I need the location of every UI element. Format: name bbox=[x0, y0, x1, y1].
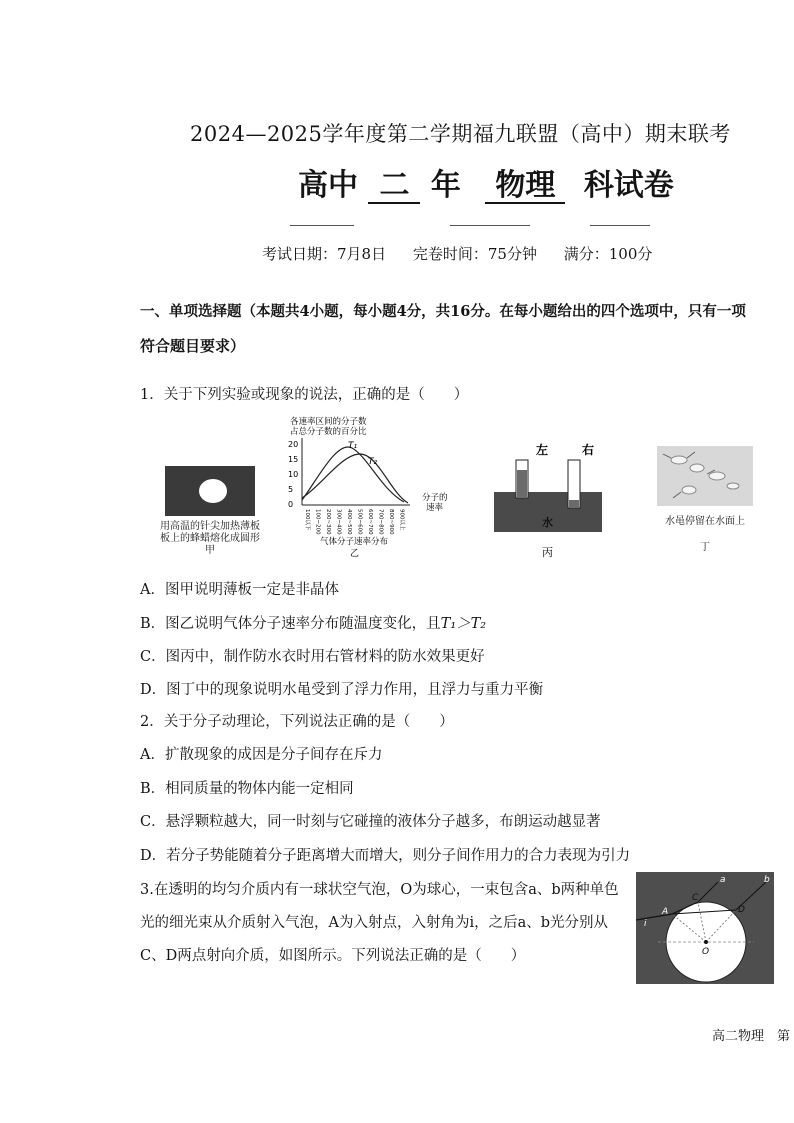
melted-wax-circle bbox=[199, 479, 227, 503]
yi-x-tick-label: 700~800 bbox=[377, 509, 384, 535]
label-angle-i: i bbox=[644, 919, 647, 929]
grade-field: 二 bbox=[368, 170, 420, 204]
yi-y-tick-label: 20 bbox=[288, 440, 299, 449]
label-point-o: O bbox=[702, 947, 710, 957]
q1-option-c: C．图丙中，制作防水衣时用右管材料的防水效果更好 bbox=[140, 649, 485, 665]
label-b: b bbox=[764, 875, 770, 885]
exam-date: 考试日期：7月8日 bbox=[262, 245, 387, 263]
q3-line1: 3.在透明的均匀介质内有一球状空气泡，O为球心，一束包含a、b两种单色 bbox=[140, 882, 619, 898]
center-point bbox=[704, 940, 708, 944]
figure-ding bbox=[655, 446, 755, 554]
jia-caption-line2: 板上的蜂蜡熔化成圆形 bbox=[160, 533, 260, 544]
yi-x-tick-label: 900以上 bbox=[398, 509, 405, 531]
yi-x-ticks bbox=[304, 509, 407, 535]
strider-3 bbox=[709, 472, 725, 480]
q1-option-b-text: B．图乙说明气体分子速率分布随温度变化，且 bbox=[140, 616, 441, 632]
yi-x-tick-label: 800~900 bbox=[388, 509, 394, 535]
exam-full-score: 满分：100分 bbox=[563, 245, 653, 263]
figure-yi bbox=[282, 410, 462, 560]
curve-t2 bbox=[302, 454, 408, 503]
left-tube-water bbox=[517, 470, 527, 498]
q1-option-b-math: T₁＞T₂ bbox=[440, 616, 487, 632]
yi-y-ticks bbox=[288, 440, 298, 509]
yi-xlabel-line1: 分子的 bbox=[422, 493, 448, 503]
yi-label: 乙 bbox=[350, 549, 360, 559]
q1-option-d: D．图丁中的现象说明水黾受到了浮力作用，且浮力与重力平衡 bbox=[140, 682, 544, 698]
page-footer: 高二物理 第 bbox=[711, 1029, 790, 1044]
yi-ylabel-line1: 各速率区间的分子数 bbox=[290, 417, 367, 427]
water-surface bbox=[657, 446, 753, 506]
yi-x-tick-label: 100以下 bbox=[304, 509, 310, 531]
divider-middle bbox=[450, 225, 530, 226]
wax-plate-image bbox=[165, 466, 255, 516]
subtitle-prefix: 高中 bbox=[298, 168, 358, 203]
yi-y-tick-label: 15 bbox=[288, 455, 299, 464]
q1-option-a: A．图甲说明薄板一定是非晶体 bbox=[140, 582, 339, 598]
yi-x-tick-label: 200~300 bbox=[325, 509, 331, 535]
yi-xlabel-line2: 速率 bbox=[426, 503, 444, 513]
q1-stem: 1．关于下列实验或现象的说法，正确的是（ ） bbox=[140, 387, 469, 403]
exam-meta bbox=[262, 243, 674, 264]
figure-jia bbox=[158, 466, 262, 557]
subtitle-nian: 年 bbox=[430, 168, 461, 203]
yi-caption: 气体分子速率分布 bbox=[320, 537, 389, 547]
figure-bing bbox=[490, 440, 610, 562]
exam-title: 2024—2025学年度第二学期福九联盟（高中）期末联考 bbox=[190, 122, 731, 146]
section-heading bbox=[140, 295, 788, 363]
yi-x-tick-label: 500~600 bbox=[356, 509, 363, 535]
figure-bubble bbox=[636, 872, 774, 984]
bing-left-label: 左 bbox=[536, 443, 549, 457]
section-heading-line2: 符合题目要求） bbox=[140, 337, 246, 355]
label-point-c: C bbox=[692, 893, 699, 903]
curve-t1-label: T₁ bbox=[348, 441, 358, 451]
q1-option-b bbox=[140, 612, 486, 633]
label-point-a: A bbox=[662, 907, 669, 917]
divider-left bbox=[290, 225, 354, 226]
ding-label: 丁 bbox=[700, 542, 710, 553]
q3-line3: C、D两点射向介质，如图所示。下列说法正确的是（ ） bbox=[140, 948, 526, 964]
divider-right bbox=[590, 225, 650, 226]
yi-x-tick-label: 300~400 bbox=[335, 509, 342, 535]
label-point-d: D bbox=[738, 905, 745, 915]
subject-field: 物理 bbox=[485, 170, 565, 204]
strider-1 bbox=[671, 456, 687, 464]
bing-right-label: 右 bbox=[582, 443, 595, 457]
yi-x-tick-label: 400~500 bbox=[346, 509, 352, 535]
section-heading-line1: 一、单项选择题（本题共4小题，每小题4分，共16分。在每小题给出的四个选项中，只有一项 bbox=[140, 303, 746, 320]
strider-2 bbox=[690, 464, 704, 472]
strider-4 bbox=[682, 486, 696, 494]
jia-label: 甲 bbox=[205, 545, 215, 556]
yi-ylabel-line2: 占总分子数的百分比 bbox=[290, 427, 367, 437]
right-tube-water bbox=[569, 500, 579, 508]
yi-x-tick-label: 100~200 bbox=[314, 509, 321, 535]
q2-option-b: B．相同质量的物体内能一定相同 bbox=[140, 781, 354, 797]
q2-stem: 2．关于分子动理论，下列说法正确的是（ ） bbox=[140, 714, 454, 730]
ding-caption: 水黾停留在水面上 bbox=[665, 516, 745, 527]
strider-5 bbox=[727, 483, 739, 489]
bing-water-label: 水 bbox=[542, 516, 553, 529]
subtitle-suffix: 科试卷 bbox=[583, 168, 674, 203]
label-a: a bbox=[720, 875, 726, 885]
yi-y-tick-label: 10 bbox=[288, 470, 299, 479]
jia-caption-line1: 用高温的针尖加热薄板 bbox=[160, 521, 260, 532]
yi-y-tick-label: 5 bbox=[288, 485, 294, 494]
curve-t2-label: T₂ bbox=[368, 457, 378, 467]
q2-option-c: C．悬浮颗粒越大，同一时刻与它碰撞的液体分子越多，布朗运动越显著 bbox=[140, 814, 601, 830]
paper-subtitle bbox=[298, 160, 674, 204]
yi-x-tick-label: 600~700 bbox=[367, 509, 373, 535]
exam-duration: 完卷时间：75分钟 bbox=[412, 245, 537, 263]
q2-option-a: A．扩散现象的成因是分子间存在斥力 bbox=[140, 747, 383, 763]
q3-line2: 光的细光束从介质射入气泡，A为入射点，入射角为i，之后a、b光分别从 bbox=[140, 915, 609, 931]
q2-option-d: D．若分子势能随着分子距离增大而增大，则分子间作用力的合力表现为引力 bbox=[140, 848, 631, 864]
yi-y-tick-label: 0 bbox=[288, 500, 294, 509]
water-strider-photo bbox=[657, 446, 753, 506]
bing-label: 丙 bbox=[542, 546, 553, 559]
